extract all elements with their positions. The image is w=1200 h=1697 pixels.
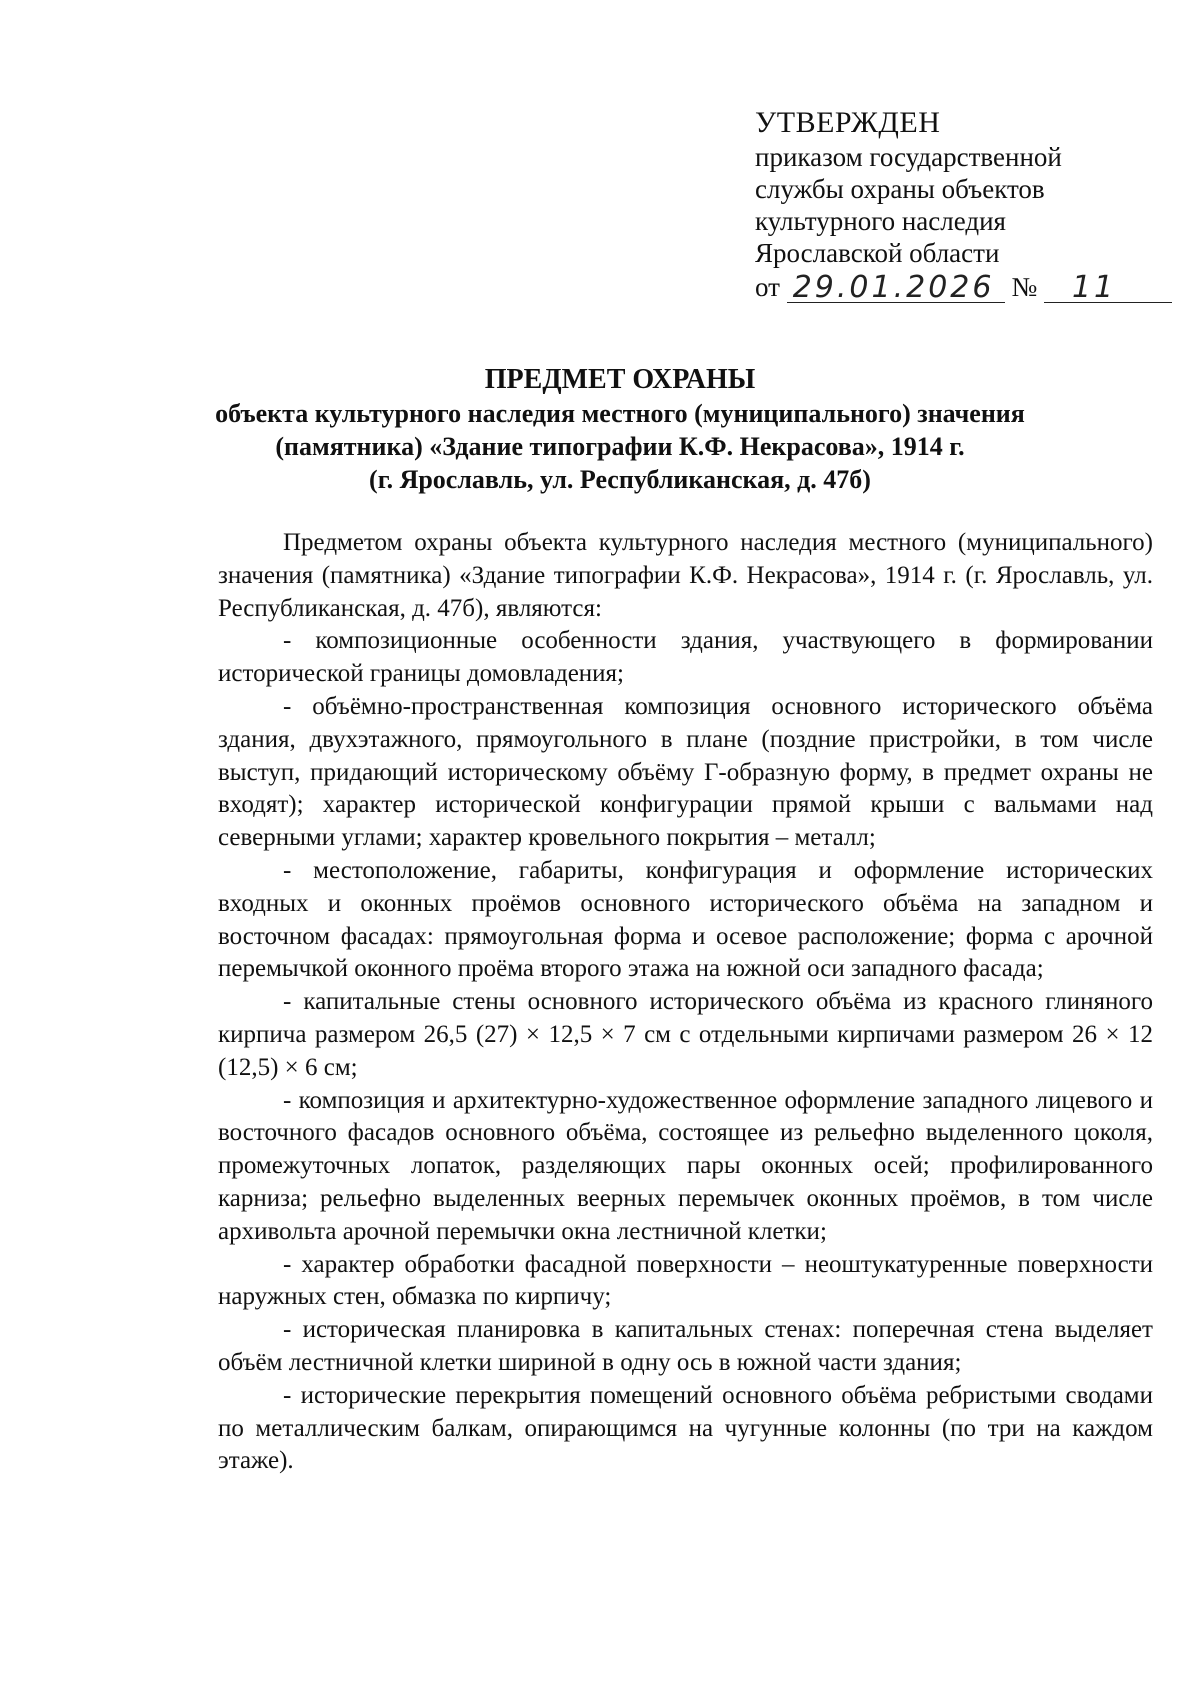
number-label: № <box>1011 272 1038 302</box>
date-prefix: от <box>755 272 780 302</box>
title-line: (г. Ярославль, ул. Республиканская, д. 47б) <box>369 465 871 494</box>
title-line: объекта культурного наследия местного (муниципального) значения <box>215 399 1025 428</box>
list-item: - местоположение, габариты, конфигурация и оформление исторических входных и оконных проёмов основного исторического объёма на западном и восточном фасадах: прямоугольная форма и осевое расположение; форма с арочной перемычкой оконного проёма второго этажа на южной оси западного фасада; <box>218 856 1153 983</box>
approval-line: культурного наследия <box>755 206 1006 236</box>
title-heading: ПРЕДМЕТ ОХРАНЫ <box>484 364 756 395</box>
approval-line: Ярославской области <box>755 238 1000 268</box>
handwritten-number: 11 <box>1044 274 1172 303</box>
title-line: (памятника) «Здание типографии К.Ф. Некрасова», 1914 г. <box>275 432 965 461</box>
approval-line: приказом государственной <box>755 142 1062 172</box>
approval-date-number <box>755 271 1155 303</box>
approved-heading: УТВЕРЖДЕН <box>755 106 941 139</box>
list-item: - композиция и архитектурно-художественное оформление западного лицевого и восточного фасадов основного объёма, состоящее из рельефно выделенного цоколя, промежуточных лопаток, разделяющих пары оконных осей; профилированного карниза; рельефно выделенных веерных перемычек оконных проёмов, в том числе архивольта арочной перемычки окна лестничной клетки; <box>218 1086 1153 1245</box>
intro-paragraph: Предметом охраны объекта культурного наследия местного (муниципального) значения (памятника) «Здание типографии К.Ф. Некрасова», 1914 г. (г. Ярославль, ул. Республиканская, д. 47б), являются: <box>218 529 1153 622</box>
list-item: - характер обработки фасадной поверхности – неоштукатуренные поверхности наружных стен, обмазка по кирпичу; <box>218 1250 1153 1311</box>
list-item: - исторические перекрытия помещений основного объёма ребристыми сводами по металлическим балкам, опирающимся на чугунные колонны (по три на каждом этаже). <box>218 1381 1153 1475</box>
list-item: - объёмно-пространственная композиция основного исторического объёма здания, двухэтажного, прямоугольного в плане (поздние пристройки, в том числе выступ, придающий историческому объёму Г-образную форму, в предмет охраны не входят); характер исторической конфигурации прямой крыши с вальмами над северными углами; характер кровельного покрытия – металл; <box>218 692 1153 852</box>
list-item: - композиционные особенности здания, участвующего в формировании исторической границы домовладения; <box>218 627 1153 688</box>
approval-stamp <box>755 105 1155 303</box>
list-item: - капитальные стены основного исторического объёма из красного глиняного кирпича размером 26,5 (27) × 12,5 × 7 см с отдельными кирпичами размером 26 × 12 (12,5) × 6 см; <box>218 988 1153 1081</box>
handwritten-date: 29.01.2026 <box>787 274 1005 303</box>
document-body <box>218 527 1153 1478</box>
list-item: - историческая планировка в капитальных стенах: поперечная стена выделяет объём лестничной клетки шириной в одну ось в южной части здания; <box>218 1316 1153 1376</box>
approval-line: службы охраны объектов <box>755 174 1045 204</box>
document-title <box>120 363 1120 496</box>
